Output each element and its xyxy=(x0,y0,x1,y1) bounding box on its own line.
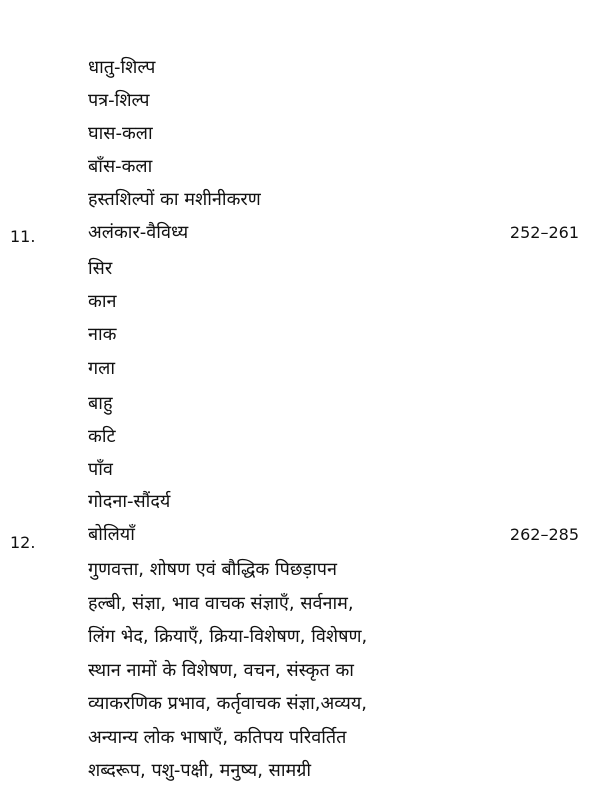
section-number: 11. xyxy=(10,227,36,246)
toc-line: गुणवत्ता, शोषण एवं बौद्धिक पिछड़ापन xyxy=(88,559,337,580)
toc-item: बाँस-कला xyxy=(88,156,153,177)
toc-line: लिंग भेद, क्रियाएँ, क्रिया-विशेषण, विशेषण, xyxy=(88,626,368,647)
section-title: बोलियाँ xyxy=(88,524,135,545)
toc-line: हल्बी, संज्ञा, भाव वाचक संज्ञाएँ, सर्वनाम, xyxy=(88,593,354,614)
toc-item: गोदना-सौंदर्य xyxy=(88,491,171,512)
toc-item: हस्तशिल्पों का मशीनीकरण xyxy=(88,189,261,210)
toc-item: धातु-शिल्प xyxy=(88,57,156,78)
section-page-range: 252–261 xyxy=(509,223,579,242)
toc-item: नाक xyxy=(88,324,117,345)
section-page-range: 262–285 xyxy=(509,525,579,544)
toc-line: स्थान नामों के विशेषण, वचन, संस्कृत का xyxy=(88,660,354,681)
toc-item: कान xyxy=(88,291,117,312)
toc-line: अन्यान्य लोक भाषाएँ, कतिपय परिवर्तित xyxy=(88,727,347,748)
toc-line: व्याकरणिक प्रभाव, कर्तृवाचक संज्ञा,अव्यय, xyxy=(88,693,368,714)
toc-item: पत्र-शिल्प xyxy=(88,90,150,111)
section-title: अलंकार-वैविध्य xyxy=(88,222,189,243)
toc-item: सिर xyxy=(88,258,113,279)
toc-item: पाँव xyxy=(88,459,113,480)
toc-item: गला xyxy=(88,358,115,379)
toc-item: बाहु xyxy=(88,393,113,414)
toc-line: शब्दरूप, पशु-पक्षी, मनुष्य, सामग्री xyxy=(88,760,312,781)
toc-item: कटि xyxy=(88,426,116,447)
section-number: 12. xyxy=(10,533,36,552)
toc-item: घास-कला xyxy=(88,123,153,144)
